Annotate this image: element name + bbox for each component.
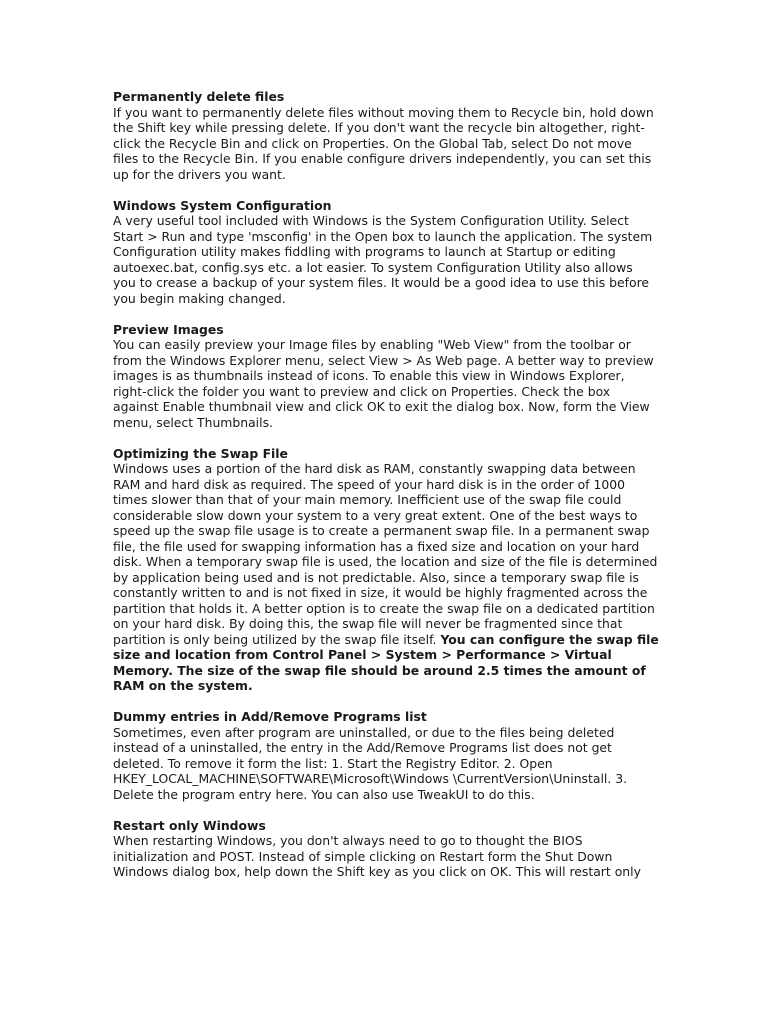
section-body: Sometimes, even after program are uninstalled, or due to the files being deleted instead of a uninstalled, the entry in the Add/Remove Programs list does not get deleted. To remove it form the list: 1. Start the Registry Editor. 2. Open HKEY_LOCAL_MACHINE\SOFTWARE\Microsoft\Windows \CurrentVersion\Uninstall. 3. Delete the program entry here. You can also use TweakUI to do this. bbox=[113, 724, 628, 802]
section-heading: Permanently delete files bbox=[113, 89, 285, 104]
section-heading: Windows System Configuration bbox=[113, 197, 332, 213]
section-body: You can easily preview your Image files by enabling "Web View" from the toolbar or from the Windows Explorer menu, select View > As Web page. A better way to preview images is as thumbnails instead of icons. To enable this view in Windows Explorer, right-click the folder you want to preview and click on Properties. Check the box against Enable thumbnail view and click OK to exit the dialog box. Now, form the View menu, select Thumbnails. bbox=[113, 337, 654, 430]
section-heading: Dummy entries in Add/Remove Programs list bbox=[113, 709, 427, 724]
section-preview-images bbox=[113, 322, 659, 431]
section-restart-only-windows bbox=[113, 818, 659, 880]
document-page bbox=[113, 89, 659, 895]
section-body: When restarting Windows, you don't always need to go to thought the BIOS initialization and POST. Instead of simple clicking on Restart form the Shut Down Windows dialog box, help down the Shift key as you click on OK. This will restart only bbox=[113, 833, 641, 879]
section-heading: Restart only Windows bbox=[113, 817, 266, 833]
section-dummy-entries bbox=[113, 709, 659, 802]
section-body bbox=[113, 461, 659, 694]
section-heading: Optimizing the Swap File bbox=[113, 445, 288, 461]
section-optimizing-swap-file bbox=[113, 446, 659, 694]
section-body-text: Windows uses a portion of the hard disk as RAM, constantly swapping data between RAM and hard disk as required. The speed of your hard disk is in the order of 1000 times slower than that of your main memory. Inefficient use of the swap file could considerable slow down your system to a very great extent. One of the best ways to speed up the swap file usage is to create a permanent swap file. In a permanent swap file, the file used for swapping information has a fixed size and location on your hard disk. When a temporary swap file is used, the location and size of the file is determined by application being used and is not predictable. Also, since a temporary swap file is constantly written to and is not fixed in size, it would be highly fragmented across the partition that holds it. A better option is to create the swap file on a dedicated partition on your hard disk. By doing this, the swap file will never be fragmented since that partition is only being utilized by the swap file itself. bbox=[113, 461, 658, 647]
section-body: If you want to permanently delete files without moving them to Recycle bin, hold down the Shift key while pressing delete. If you don't want the recycle bin altogether, right-click the Recycle Bin and click on Properties. On the Global Tab, select Do not move files to the Recycle Bin. If you enable configure drivers independently, you can set this up for the drivers you want. bbox=[113, 104, 654, 182]
section-heading: Preview Images bbox=[113, 321, 224, 337]
section-permanently-delete-files bbox=[113, 89, 659, 182]
section-windows-system-configuration bbox=[113, 198, 659, 307]
section-body: A very useful tool included with Windows is the System Configuration Utility. Select Start > Run and type 'msconfig' in the Open box to launch the application. The system Configuration utility makes fiddling with programs to launch at Startup or editing autoexec.bat, config.sys etc. a lot easier. To system Configuration Utility also allows you to crease a backup of your system files. It would be a good idea to use this before you begin making changed. bbox=[113, 213, 653, 306]
section-body-emphasis: You can configure the swap file size and location from Control Panel > System > Performance > Virtual Memory. The size of the swap file should be around 2.5 times the amount of RAM on the system. bbox=[113, 631, 659, 693]
